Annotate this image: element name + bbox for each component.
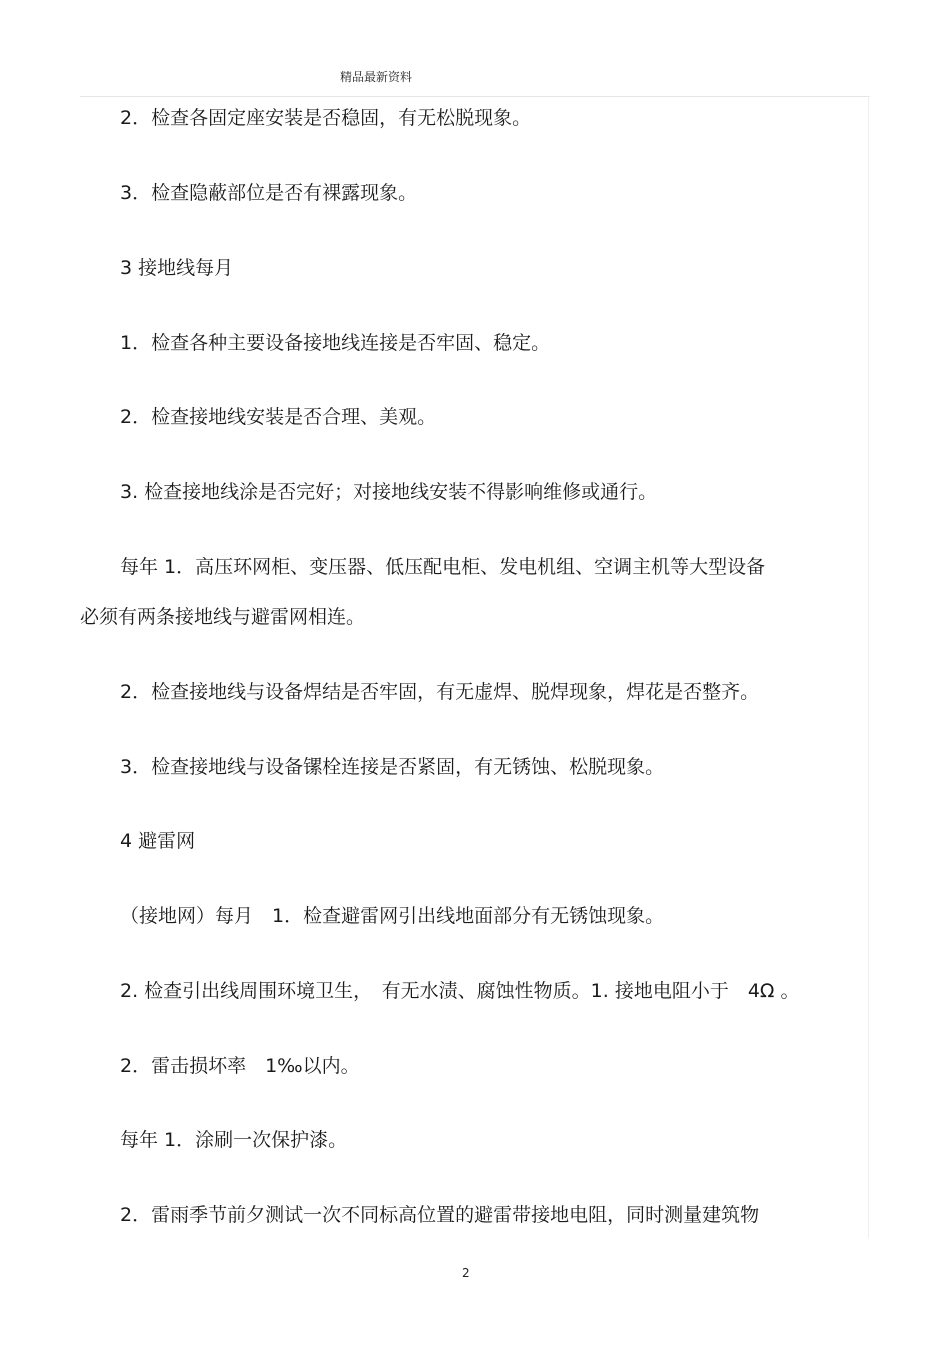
section-heading: 4 避雷网 (120, 830, 196, 852)
body-line: 3．检查接地线与设备镙栓连接是否紧固，有无锈蚀、松脱现象。 (120, 756, 665, 778)
body-line: 2．雷雨季节前夕测试一次不同标高位置的避雷带接地电阻，同时测量建筑物 (120, 1204, 760, 1226)
right-margin-line (868, 96, 869, 1238)
body-line: （接地网）每月 1．检查避雷网引出线地面部分有无锈蚀现象。 (120, 905, 665, 927)
body-line-continued: 必须有两条接地线与避雷网相连。 (80, 606, 366, 628)
page-header: 精品最新资料 (340, 70, 413, 84)
body-line: 2．检查接地线安装是否合理、美观。 (120, 406, 437, 428)
body-line: 每年 1．涂刷一次保护漆。 (120, 1129, 348, 1151)
body-line: 每年 1．高压环网柜、变压器、低压配电柜、发电机组、空调主机等大型设备 (120, 556, 766, 578)
body-line: 2．雷击损坏率 1‰以内。 (120, 1055, 360, 1077)
body-line: 3. 检查接地线涂是否完好；对接地线安装不得影响维修或通行。 (120, 481, 658, 503)
page-number: 2 (462, 1266, 470, 1280)
body-line: 1．检查各种主要设备接地线连接是否牢固、稳定。 (120, 332, 551, 354)
body-line: 3．检查隐蔽部位是否有裸露现象。 (120, 182, 418, 204)
header-divider (80, 96, 870, 97)
body-line: 2. 检查引出线周围环境卫生， 有无水渍、腐蚀性物质。1. 接地电阻小于 4Ω 。 (120, 980, 800, 1002)
body-line: 2．检查接地线与设备焊结是否牢固，有无虚焊、脱焊现象，焊花是否整齐。 (120, 681, 760, 703)
body-line: 2．检查各固定座安装是否稳固，有无松脱现象。 (120, 107, 532, 129)
section-heading: 3 接地线每月 (120, 257, 234, 279)
